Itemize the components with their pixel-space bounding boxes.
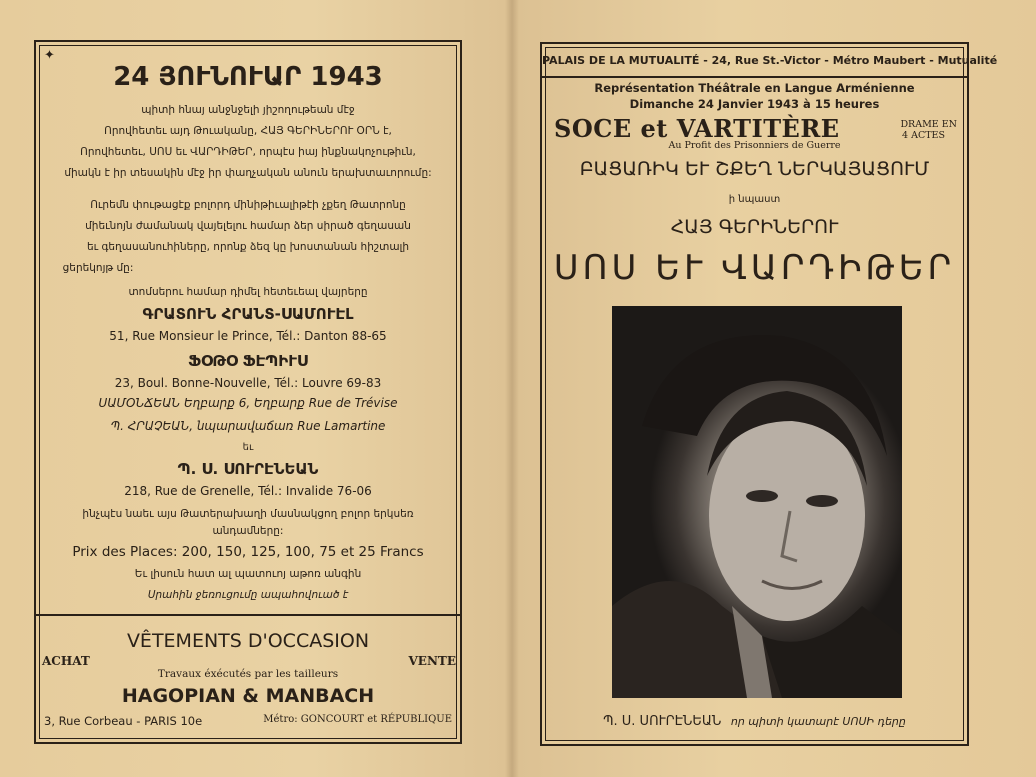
venue-name: ՖՕԹՕ ՖԷՊԻՒՍ	[188, 352, 308, 370]
show-date: Dimanche 24 Janvier 1943 à 15 heures	[629, 97, 880, 111]
caption-name: Պ. Ս. ՍՈՒՐԷՆԵԱՆ	[603, 714, 722, 729]
divider	[542, 76, 967, 78]
event-date: 24 ՅՈՒՆՈՒԱՐ 1943	[113, 62, 383, 92]
venue-line: Պ. ՀՐԱՉԵԱՆ, նպարավաճառ Rue Lamartine	[110, 419, 386, 433]
advert-subtitle: Travaux éxécutés par les tailleurs	[157, 668, 339, 680]
actor-portrait-photo	[612, 306, 902, 698]
note-line: ինչպէս նաեւ այս Թատերախաղի մասնակցող բոլոր երկսեռ	[82, 508, 414, 520]
advert-address: 3, Rue Corbeau - PARIS 10e	[44, 714, 203, 728]
footnote-line: Եւ լիսուն հատ ալ պատուոյ աթոռ անգին	[134, 568, 362, 580]
drame-line: DRAME EN	[900, 119, 957, 130]
footnote-line: Սրահին ջեռուցումը ապահովուած է	[147, 589, 349, 601]
venue-address: 218, Rue de Grenelle, Tél.: Invalide 76-06	[124, 484, 372, 498]
advert-right-word: VENTE	[408, 654, 456, 668]
armenian-headline: ԲԱՑԱՌԻԿ ԵՒ ՇՔԵՂ ՆԵՐԿԱՅԱՑՈՒՄ	[579, 158, 930, 180]
page-fold	[505, 0, 519, 777]
photo-caption	[542, 714, 967, 729]
tickets-heading: տոմսերու համար դիմել հետեւեալ վայրերը	[128, 286, 368, 298]
show-subtitle: Représentation Théâtrale en Langue Arménienne	[594, 81, 915, 95]
intro-line: միակն է իր տեսակին մէջ իր փաղչական անուն երախտաւորումը:	[64, 167, 432, 179]
play-title: SOCE et VARTITÈRE	[554, 114, 840, 143]
star-mark-icon: ✦	[44, 48, 55, 63]
armenian-prisoners: ՀԱՅ ԳԵՐԻՆԵՐՈՒ	[670, 216, 839, 238]
venue-banner: PALAIS DE LA MUTUALITÉ - 24, Rue St.-Victor - Métro Maubert - Mutualité	[542, 54, 998, 67]
left-panel	[34, 40, 462, 744]
conjunction: եւ	[242, 442, 254, 453]
intro-line: Որովհետեւ, ՍՈՍ եւ ՎԱՐԴԻԹԵՐ, որպէս իայ ինքնակոչութիւն,	[80, 146, 416, 158]
advert-company: HAGOPIAN & MANBACH	[121, 685, 375, 707]
venue-address: 23, Boul. Bonne-Nouvelle, Tél.: Louvre 69-83	[114, 376, 382, 390]
appeal-line: եւ գեղասանուհիները, որոնք ձեզ կը խոստանան հիշտալի	[86, 241, 410, 253]
profit-line: Au Profit des Prisonniers de Guerre	[668, 140, 841, 151]
appeal-line: ցերեկոյթ մը:	[62, 262, 134, 274]
armenian-for: ի նպաստ	[728, 194, 781, 205]
appeal-line: միեւնոյն ժամանակ վայելելու համար ձեր սիրած գեղասան	[85, 220, 411, 232]
advert-metro: Métro: GONCOURT et RÉPUBLIQUE	[263, 714, 452, 725]
venue-address: 51, Rue Monsieur le Prince, Tél.: Danton 88-65	[109, 329, 387, 343]
venue-line: ՍԱՄՕՆՃԵԱՆ Եղբարք 6, Եղբարք Rue de Trévise	[98, 396, 398, 410]
appeal-line: Ուրեմն փութացէք բոլորդ մինիթիւալիթէի չքեղ Թատրոնը	[90, 199, 406, 211]
venue-name: Պ. Ս. ՍՈՒՐԷՆԵԱՆ	[177, 460, 319, 478]
note-line: անդամները:	[212, 525, 284, 537]
venue-name: ԳՐԱՏՈՒՆ ՀՐԱՆՏ-ՍԱՄՈՒԷԼ	[142, 305, 354, 323]
drame-line: 4 ACTES	[902, 130, 945, 141]
portrait-svg	[612, 306, 902, 698]
advert-title: VÊTEMENTS D'OCCASION	[126, 630, 370, 652]
advert-left-word: ACHAT	[42, 654, 90, 668]
intro-line: Որովհետեւ այդ Թուականը, ՀԱՅ ԳԵՐԻՆԵՐՈՒ ՕՐՆ է,	[104, 125, 392, 137]
intro-line: պիտի հնայ անջնջելի յիշողութեան մէջ	[141, 104, 355, 116]
armenian-play-title: ՍՈՍ ԵՒ ՎԱՐԴԻԹԵՐ	[553, 248, 956, 288]
ticket-prices: Prix des Places: 200, 150, 125, 100, 75 et 25 Francs	[72, 544, 424, 560]
right-panel	[540, 42, 998, 746]
divider	[36, 614, 460, 616]
caption-role: որ պիտի կատարէ ՍՈՍԻ դերը	[730, 715, 906, 728]
